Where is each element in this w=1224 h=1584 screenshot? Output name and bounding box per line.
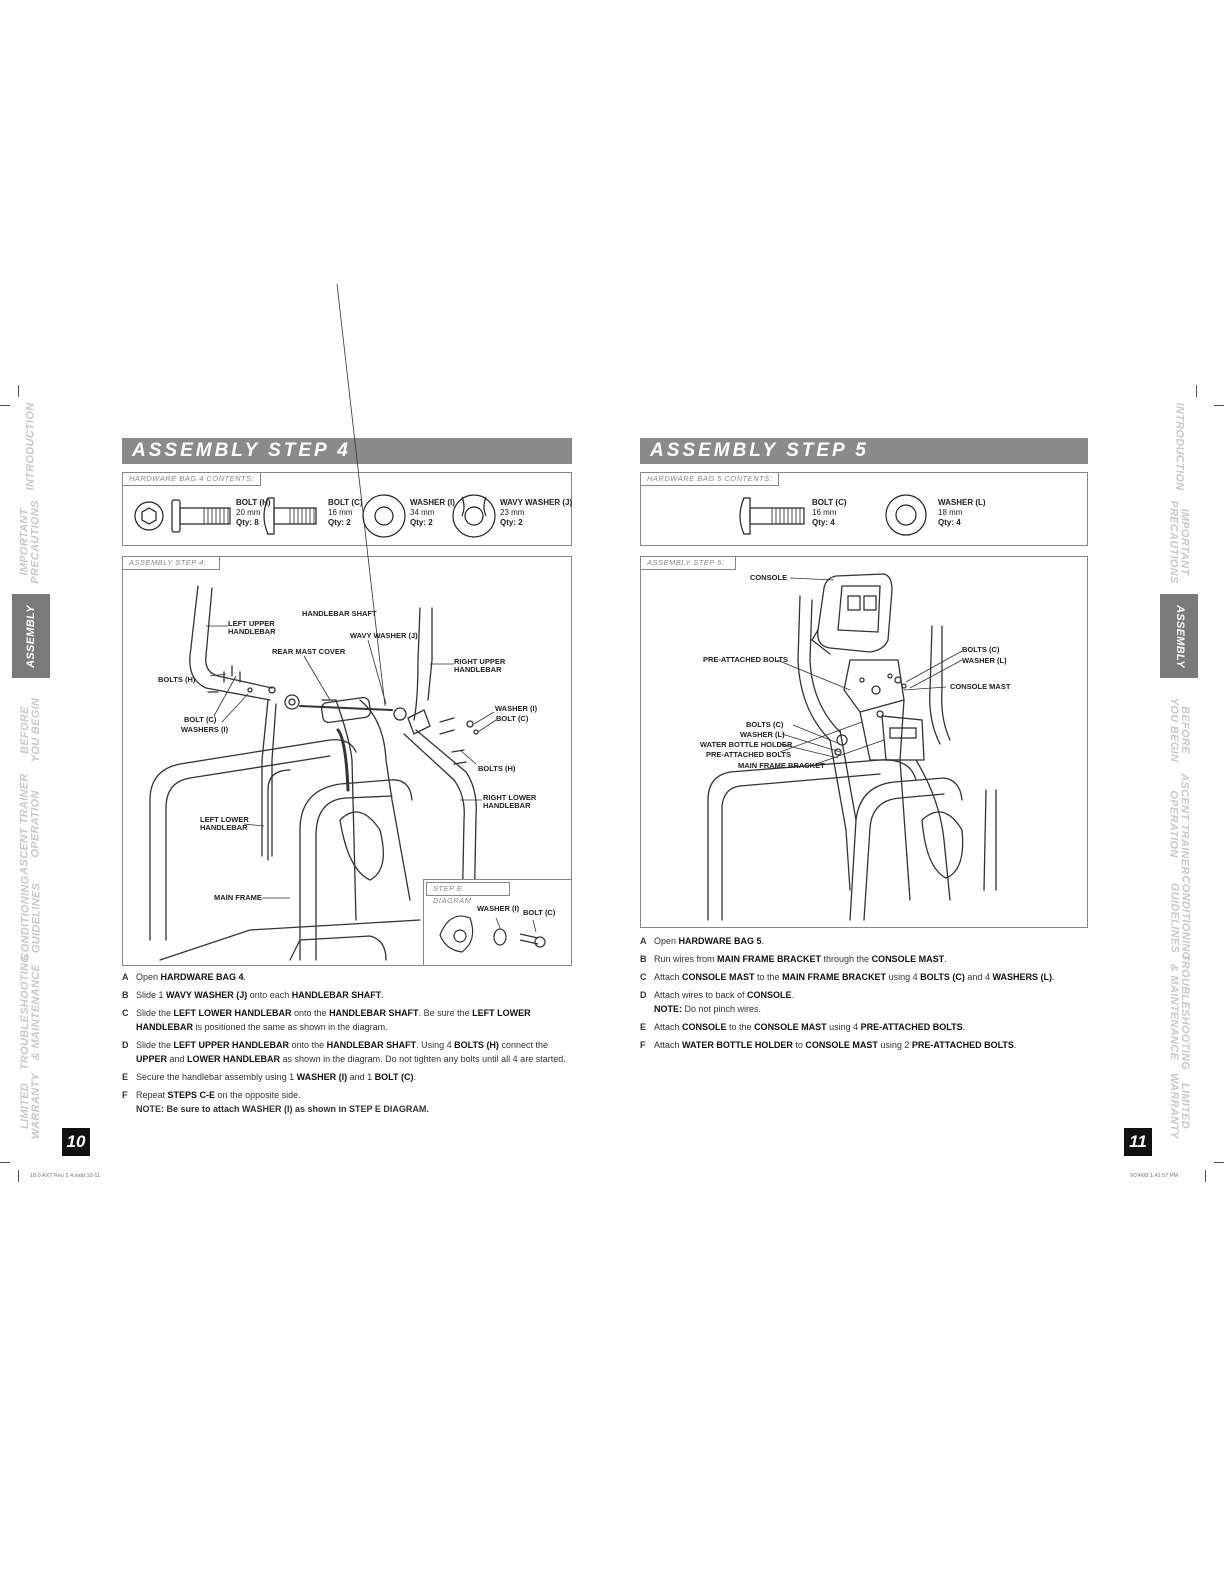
instruction-step xyxy=(640,952,1088,966)
label-washer-i: WASHER (I) xyxy=(495,704,538,713)
hw4-bolt-c: BOLT (C) 16 mm Qty: 2 xyxy=(328,498,363,527)
step5-diagram-tab: ASSEMBLY STEP 5: xyxy=(640,556,736,570)
section-tab-label: ASSEMBLY xyxy=(24,604,37,668)
step-letter: F xyxy=(640,1040,646,1050)
label-step-e-washer: WASHER (I) xyxy=(477,904,520,913)
step-letter: B xyxy=(640,954,647,964)
section-tab-label: TROUBLESHOOTING & MAINTENANCE xyxy=(19,953,42,1071)
step5-instructions xyxy=(640,934,1088,1056)
section-tab-important-precautions[interactable] xyxy=(12,500,50,584)
footer-file-info: 18.0 AXT Rev 2.4.indd 10-11 xyxy=(30,1173,101,1179)
step-letter: C xyxy=(122,1008,129,1018)
label-main-frame: MAIN FRAME xyxy=(214,893,262,902)
label-main-frame-bracket: MAIN FRAME BRACKET xyxy=(738,761,825,770)
page-number-right: 11 xyxy=(1124,1128,1152,1156)
step-letter: E xyxy=(640,1022,647,1032)
step-letter: A xyxy=(640,936,647,946)
section-tab-assembly[interactable] xyxy=(12,594,50,678)
section-tab-troubleshooting-maintenance[interactable] xyxy=(1160,953,1198,1071)
section-tab-ascent-trainer-operation[interactable] xyxy=(12,773,50,875)
hw4-wavy-washer: WAVY WASHER (J) 23 mm Qty: 2 xyxy=(500,498,573,527)
section-tab-limited-warranty[interactable] xyxy=(12,1064,50,1148)
label-rear-mast-cover: REAR MAST COVER xyxy=(272,647,346,656)
step-text: Attach CONSOLE MAST to the MAIN FRAME BRACKET using 4 BOLTS (C) and 4 WASHERS (L). xyxy=(654,972,1055,982)
section-tab-label: CONDITIONING GUIDELINES xyxy=(19,875,43,961)
hw4-washer-i: WASHER (I) 34 mm Qty: 2 xyxy=(410,498,455,527)
section-tab-label: LIMITED WARRANTY xyxy=(19,1073,43,1139)
section-tab-label: IMPORTANT PRECAUTIONS xyxy=(1168,500,1191,584)
section-tab-label: BEFORE YOU BEGIN xyxy=(1168,697,1191,763)
section-tab-label: BEFORE YOU BEGIN xyxy=(19,697,42,763)
section-tab-label: IMPORTANT PRECAUTIONS xyxy=(19,500,42,584)
section-tab-ascent-trainer-operation[interactable] xyxy=(1160,773,1198,875)
instruction-step xyxy=(640,1020,1088,1034)
label-wavy-washer: WAVY WASHER (J) xyxy=(350,631,418,640)
label-left-lower-handlebar: LEFT LOWER HANDLEBAR xyxy=(200,815,249,832)
label-water-bottle-holder: WATER BOTTLE HOLDER xyxy=(700,740,793,749)
step-letter: F xyxy=(122,1090,128,1100)
step-text: Attach wires to back of CONSOLE. NOTE: Do not pinch wires. xyxy=(654,988,1088,1016)
section-tab-important-precautions[interactable] xyxy=(1160,500,1198,584)
section-tab-introduction[interactable] xyxy=(1160,404,1198,488)
label-washer-l-left: WASHER (L) xyxy=(740,730,785,739)
section-tab-label: LIMITED WARRANTY xyxy=(1168,1073,1192,1139)
step4-title: ASSEMBLY STEP 4 xyxy=(122,438,572,464)
step-letter: D xyxy=(122,1040,129,1050)
label-bolts-c-right: BOLTS (C) xyxy=(962,645,1000,654)
instruction-step xyxy=(640,934,1088,948)
step-text: Open HARDWARE BAG 4. xyxy=(136,972,247,982)
label-console-mast: CONSOLE MAST xyxy=(950,682,1011,691)
label-console: CONSOLE xyxy=(750,573,788,582)
label-right-upper-handlebar: RIGHT UPPER HANDLEBAR xyxy=(454,657,506,674)
section-tab-label: INTRODUCTION xyxy=(1173,402,1186,490)
page-number-left: 10 xyxy=(62,1128,90,1156)
step4-hardware-tab: HARDWARE BAG 4 CONTENTS: xyxy=(122,472,261,486)
step-note: NOTE: Be sure to attach WASHER (I) as shown in STEP E DIAGRAM. xyxy=(136,1104,429,1114)
section-tab-label: ASCENT TRAINER OPERATION xyxy=(1168,773,1191,875)
section-tab-troubleshooting-maintenance[interactable] xyxy=(12,953,50,1071)
label-bolts-c-left: BOLTS (C) xyxy=(746,720,784,729)
step-note: NOTE: Do not pinch wires. xyxy=(654,1004,762,1014)
step-text: Repeat STEPS C-E on the opposite side. NOTE: Be sure to attach WASHER (I) as shown in STEP E DIAGRAM. xyxy=(136,1088,572,1116)
section-tab-before-you-begin[interactable] xyxy=(12,688,50,772)
section-tab-label: ASCENT TRAINER OPERATION xyxy=(19,773,42,875)
section-tab-before-you-begin[interactable] xyxy=(1160,688,1198,772)
section-tab-conditioning-guidelines[interactable] xyxy=(12,876,50,960)
section-tab-label: CONDITIONING GUIDELINES xyxy=(1168,875,1192,961)
label-pre-attached-bolts-low: PRE-ATTACHED BOLTS xyxy=(706,750,791,759)
hw5-washer-l: WASHER (L) 18 mm Qty: 4 xyxy=(938,498,986,527)
step-e-diagram-tab: STEP E DIAGRAM xyxy=(426,882,510,896)
section-tab-limited-warranty[interactable] xyxy=(1160,1064,1198,1148)
step-letter: B xyxy=(122,990,129,1000)
label-bolts-h-left: BOLTS (H) xyxy=(158,675,196,684)
label-handlebar-shaft: HANDLEBAR SHAFT xyxy=(302,609,377,618)
section-tab-label: TROUBLESHOOTING & MAINTENANCE xyxy=(1168,953,1191,1071)
section-tab-label: INTRODUCTION xyxy=(24,402,37,490)
hw5-bolt-c: BOLT (C) 16 mm Qty: 4 xyxy=(812,498,847,527)
section-tab-introduction[interactable] xyxy=(12,404,50,488)
label-left-upper-handlebar: LEFT UPPER HANDLEBAR xyxy=(228,619,276,636)
label-step-e-bolt: BOLT (C) xyxy=(523,908,556,917)
step-letter: C xyxy=(640,972,647,982)
step4-diagram-tab: ASSEMBLY STEP 4: xyxy=(122,556,220,570)
label-bolts-h-right: BOLTS (H) xyxy=(478,764,516,773)
step-text: Slide 1 WAVY WASHER (J) onto each HANDLEBAR SHAFT. xyxy=(136,990,384,1000)
section-tab-conditioning-guidelines[interactable] xyxy=(1160,876,1198,960)
label-bolt-c-right: BOLT (C) xyxy=(496,714,529,723)
step-text: Secure the handlebar assembly using 1 WASHER (I) and 1 BOLT (C). xyxy=(136,1072,416,1082)
label-pre-attached-bolts-top: PRE-ATTACHED BOLTS xyxy=(703,655,788,664)
instruction-step xyxy=(640,988,1088,1016)
step-letter: E xyxy=(122,1072,129,1082)
instruction-step xyxy=(640,1038,1088,1052)
section-tab-assembly[interactable] xyxy=(1160,594,1198,678)
step5-title: ASSEMBLY STEP 5 xyxy=(640,438,1088,464)
step-letter: D xyxy=(640,990,647,1000)
label-right-lower-handlebar: RIGHT LOWER HANDLEBAR xyxy=(483,793,537,810)
footer-timestamp: 9/24/08 1:41:57 PM xyxy=(1130,1173,1179,1179)
label-washers-i: WASHERS (I) xyxy=(181,725,229,734)
section-tab-label: ASSEMBLY xyxy=(1173,604,1186,668)
step-letter: A xyxy=(122,972,129,982)
step-text: Open HARDWARE BAG 5. xyxy=(654,936,765,946)
hw4-bolt-h: BOLT (H) 20 mm Qty: 8 xyxy=(236,498,271,527)
step-text: Attach CONSOLE to the CONSOLE MAST using 4 PRE-ATTACHED BOLTS. xyxy=(654,1022,966,1032)
step-text: Run wires from MAIN FRAME BRACKET through the CONSOLE MAST. xyxy=(654,954,947,964)
step-text: Attach WATER BOTTLE HOLDER to CONSOLE MAST using 2 PRE-ATTACHED BOLTS. xyxy=(654,1040,1017,1050)
label-bolt-c: BOLT (C) xyxy=(184,715,217,724)
label-washer-l-right: WASHER (L) xyxy=(962,656,1007,665)
step-text: Slide the LEFT LOWER HANDLEBAR onto the HANDLEBAR SHAFT. Be sure the LEFT LOWER HANDLEBAR is positioned the same as shown in the diagram. xyxy=(136,1008,531,1032)
step5-hardware-tab: HARDWARE BAG 5 CONTENTS: xyxy=(640,472,779,486)
step-text: Slide the LEFT UPPER HANDLEBAR onto the HANDLEBAR SHAFT. Using 4 BOLTS (H) connect the UPPER and LOWER HANDLEBAR as shown in the diagram. Do not tighten any bolts until all 4 are started. xyxy=(136,1040,566,1064)
instruction-step xyxy=(640,970,1088,984)
